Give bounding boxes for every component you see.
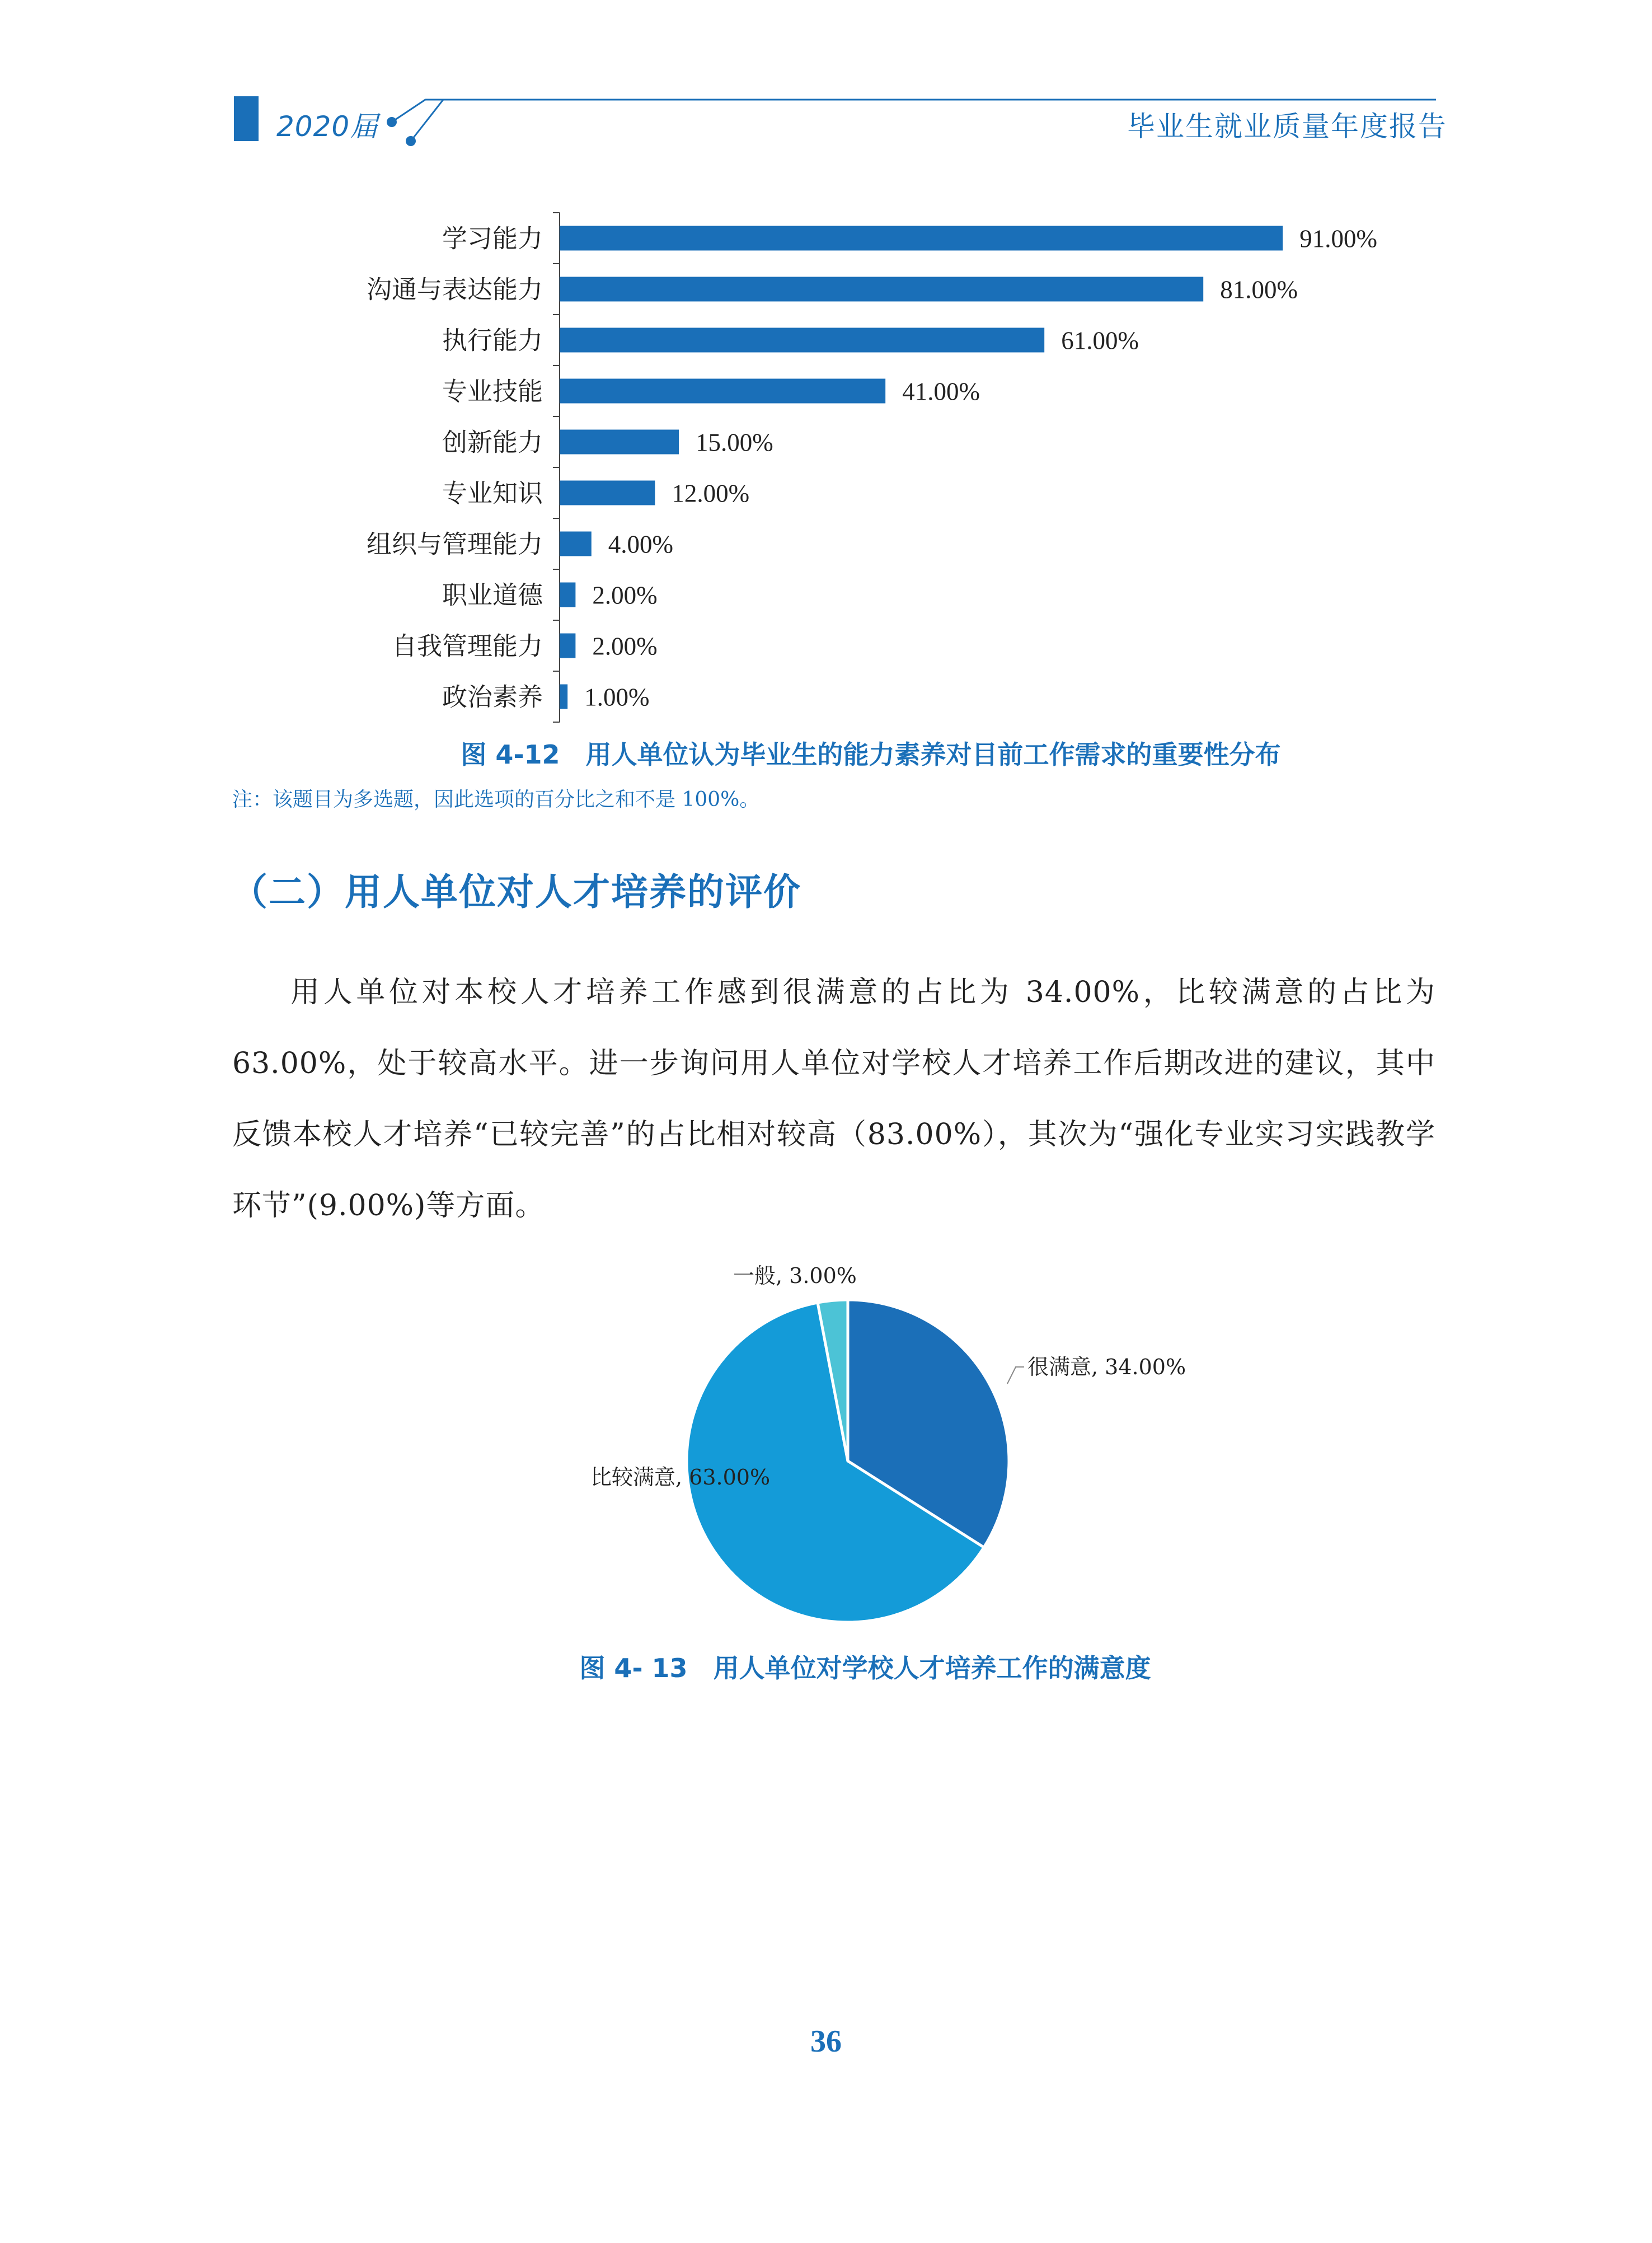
section-paragraph: 用人单位对本校人才培养工作感到很满意的占比为 34.00%，比较满意的占比为 63.00%，处于较高水平。进一步询问用人单位对学校人才培养工作后期改进的建议，其中反馈本校人才培养“已较完善”的占比相对较高（83.00%），其次为“强化专业实习实践教学环节”(9.00%)等方面。 [232,976,1435,1223]
pie-leader-line [1007,1367,1024,1384]
bar-2 [560,277,1203,302]
bar-category-label: 学习能力 [442,223,543,254]
header-rule-slant [392,100,425,122]
bar-value-label: 12.00% [672,479,750,508]
bar-value-label: 15.00% [696,428,773,457]
figure-1-caption: 图 4-12 用人单位认为毕业生的能力素养对目前工作需求的重要性分布 [461,739,1281,770]
bar-6 [560,481,655,505]
bar-value-label: 2.00% [592,581,658,610]
bar-8 [560,583,575,607]
pie-label-2: 比较满意, 63.00% [590,1465,771,1490]
bar-4 [560,379,885,404]
bar-value-label: 91.00% [1299,224,1377,253]
header-year: 2020届 [276,110,379,143]
bar-category-label: 创新能力 [442,427,543,457]
section-heading: （二）用人单位对人才培养的评价 [231,870,801,914]
header-accent-block [234,96,259,141]
bar-7 [560,532,592,556]
bar-category-label: 专业知识 [442,478,543,508]
bar-category-label: 自我管理能力 [391,631,543,661]
bar-value-label: 4.00% [608,530,674,559]
header-report-title: 毕业生就业质量年度报告 [1127,110,1447,143]
bar-category-label: 专业技能 [442,376,543,406]
figure-2-caption: 图 4- 13 用人单位对学校人才培养工作的满意度 [579,1653,1151,1683]
bar-value-label: 61.00% [1061,326,1139,355]
pie-label-1: 很满意, 34.00% [1027,1355,1186,1379]
bar-category-label: 执行能力 [442,325,543,355]
figure-1-note: 注：该题目为多选题，因此选项的百分比之和不是 100%。 [232,788,760,811]
page-header [0,0,1652,168]
satisfaction-pie-chart [0,1254,1652,1646]
bar-value-label: 1.00% [584,683,650,711]
bar-value-label: 41.00% [902,377,980,406]
bar-1 [560,226,1283,251]
ability-importance-bar-chart [0,202,1652,739]
pie-label-3: 一般, 3.00% [733,1263,857,1288]
bar-category-label: 沟通与表达能力 [366,274,543,305]
bar-value-label: 81.00% [1220,275,1298,304]
bar-5 [560,430,679,455]
bar-value-label: 2.00% [592,632,658,661]
bar-10 [560,685,567,709]
page-number: 36 [810,2024,842,2059]
bar-category-label: 职业道德 [442,580,543,610]
bar-3 [560,328,1044,353]
header-dot [387,117,397,127]
bar-category-label: 组织与管理能力 [366,529,543,559]
bar-category-label: 政治素养 [442,682,543,712]
header-dot-2 [406,136,416,146]
bar-9 [560,634,575,658]
